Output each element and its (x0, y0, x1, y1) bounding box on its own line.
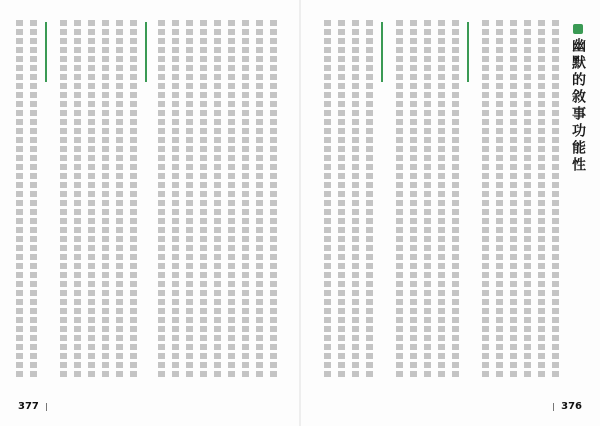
text-column (116, 20, 123, 380)
text-column (242, 20, 249, 380)
text-column (510, 20, 517, 380)
text-column (158, 20, 165, 380)
page-number: 377 (18, 401, 39, 412)
text-column (496, 20, 503, 380)
text-column (438, 20, 445, 380)
chapter-title: 幽默的敘事功能性 (568, 24, 588, 174)
footer-separator (46, 403, 47, 411)
text-column (30, 20, 37, 380)
text-column (60, 20, 67, 380)
text-column (74, 20, 81, 380)
running-footer (548, 401, 582, 412)
footer-separator (553, 403, 554, 411)
text-column (410, 20, 417, 380)
text-column (200, 20, 207, 380)
text-column (88, 20, 95, 380)
text-column (102, 20, 109, 380)
text-column (396, 20, 403, 380)
section-rule (467, 22, 469, 82)
text-column (452, 20, 459, 380)
page-number: 376 (561, 401, 582, 412)
text-column (172, 20, 179, 380)
text-column (214, 20, 221, 380)
running-footer (18, 401, 52, 412)
text-column (552, 20, 559, 380)
text-column (538, 20, 545, 380)
page-right (300, 0, 600, 426)
text-column (186, 20, 193, 380)
text-column (338, 20, 345, 380)
section-rule (145, 22, 147, 82)
text-column (352, 20, 359, 380)
text-column (482, 20, 489, 380)
text-column (324, 20, 331, 380)
text-column (270, 20, 277, 380)
text-column (130, 20, 137, 380)
text-column (16, 20, 23, 380)
text-column (228, 20, 235, 380)
text-column (256, 20, 263, 380)
text-column (366, 20, 373, 380)
title-marker-icon (573, 24, 583, 34)
text-column (424, 20, 431, 380)
text-column (524, 20, 531, 380)
section-rule (45, 22, 47, 82)
section-rule (381, 22, 383, 82)
